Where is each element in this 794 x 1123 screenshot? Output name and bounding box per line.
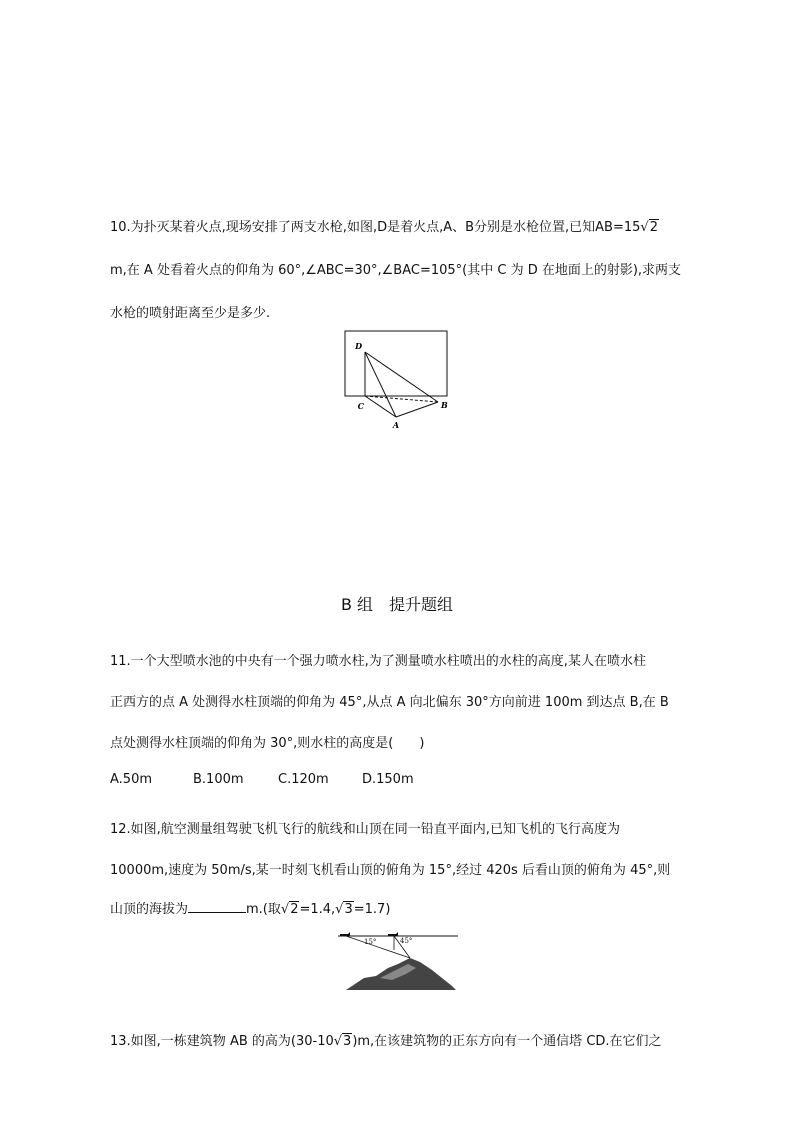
q10-figure [338, 326, 458, 434]
segment-ab [396, 402, 438, 417]
q11-option-d: D.150m [362, 772, 414, 787]
q12-line2: 10000m,速度为 50m/s,某一时刻飞机看山顶的俯角为 15°,经过 420s 后看山顶的俯角为 45°,则 [110, 863, 671, 878]
section-title: B 组 提升题组 [340, 595, 454, 614]
sqrt-symbol: √3 [333, 1034, 352, 1049]
label-b: B [441, 400, 448, 410]
sqrt-symbol: √3 [335, 902, 353, 917]
answer-blank [188, 912, 246, 913]
sqrt-symbol: √2 [280, 902, 299, 917]
plane-icon [340, 932, 350, 936]
segment-cb-dashed [365, 396, 438, 402]
q12-line3: 山顶的海拔为 m.(取√2=1.4,√3=1.7) [110, 902, 391, 917]
q11-option-a: A.50m [110, 772, 153, 787]
q11-line3: 点处测得水柱顶端的仰角为 30°,则水柱的高度是( ) [110, 736, 425, 751]
segment-db [365, 352, 438, 402]
q11-option-c: C.120m [278, 772, 329, 787]
q13-line1: 13.如图,一栋建筑物 AB 的高为(30-10√3)m,在该建筑物的正东方向有一个通信塔 CD.在它们之 [110, 1034, 662, 1049]
q10-line3: 水枪的喷射距离至少是多少. [110, 306, 271, 321]
label-c: C [357, 401, 364, 411]
sqrt-symbol: √2 [640, 220, 658, 235]
q10-line2: m,在 A 处看着火点的仰角为 60°,∠ABC=30°,∠BAC=105°(其中 C 为 D 在地面上的射影),求两支 [110, 263, 682, 278]
plane-icon [388, 932, 398, 936]
label-a: A [392, 420, 400, 430]
angle-15-label: 15° [364, 938, 377, 946]
q12-figure [336, 928, 460, 992]
angle-45-label: 45° [400, 937, 413, 945]
q11-line1: 11.一个大型喷水池的中央有一个强力喷水柱,为了测量喷水柱喷出的水柱的高度,某人在喷水柱 [110, 654, 646, 669]
q11-line2: 正西方的点 A 处测得水柱顶端的仰角为 45°,从点 A 向北偏东 30°方向前进 100m 到达点 B,在 B [110, 695, 669, 710]
q12-line1: 12.如图,航空测量组驾驶飞机飞行的航线和山顶在同一铅直平面内,已知飞机的飞行高度为 [110, 822, 620, 837]
label-d: D [355, 341, 362, 351]
q10-line1: 10.为扑灭某着火点,现场安排了两支水枪,如图,D是着火点,A、B分别是水枪位置,已知AB=15√2 [110, 220, 658, 235]
q11-option-b: B.100m [193, 772, 244, 787]
segment-da [365, 352, 396, 417]
